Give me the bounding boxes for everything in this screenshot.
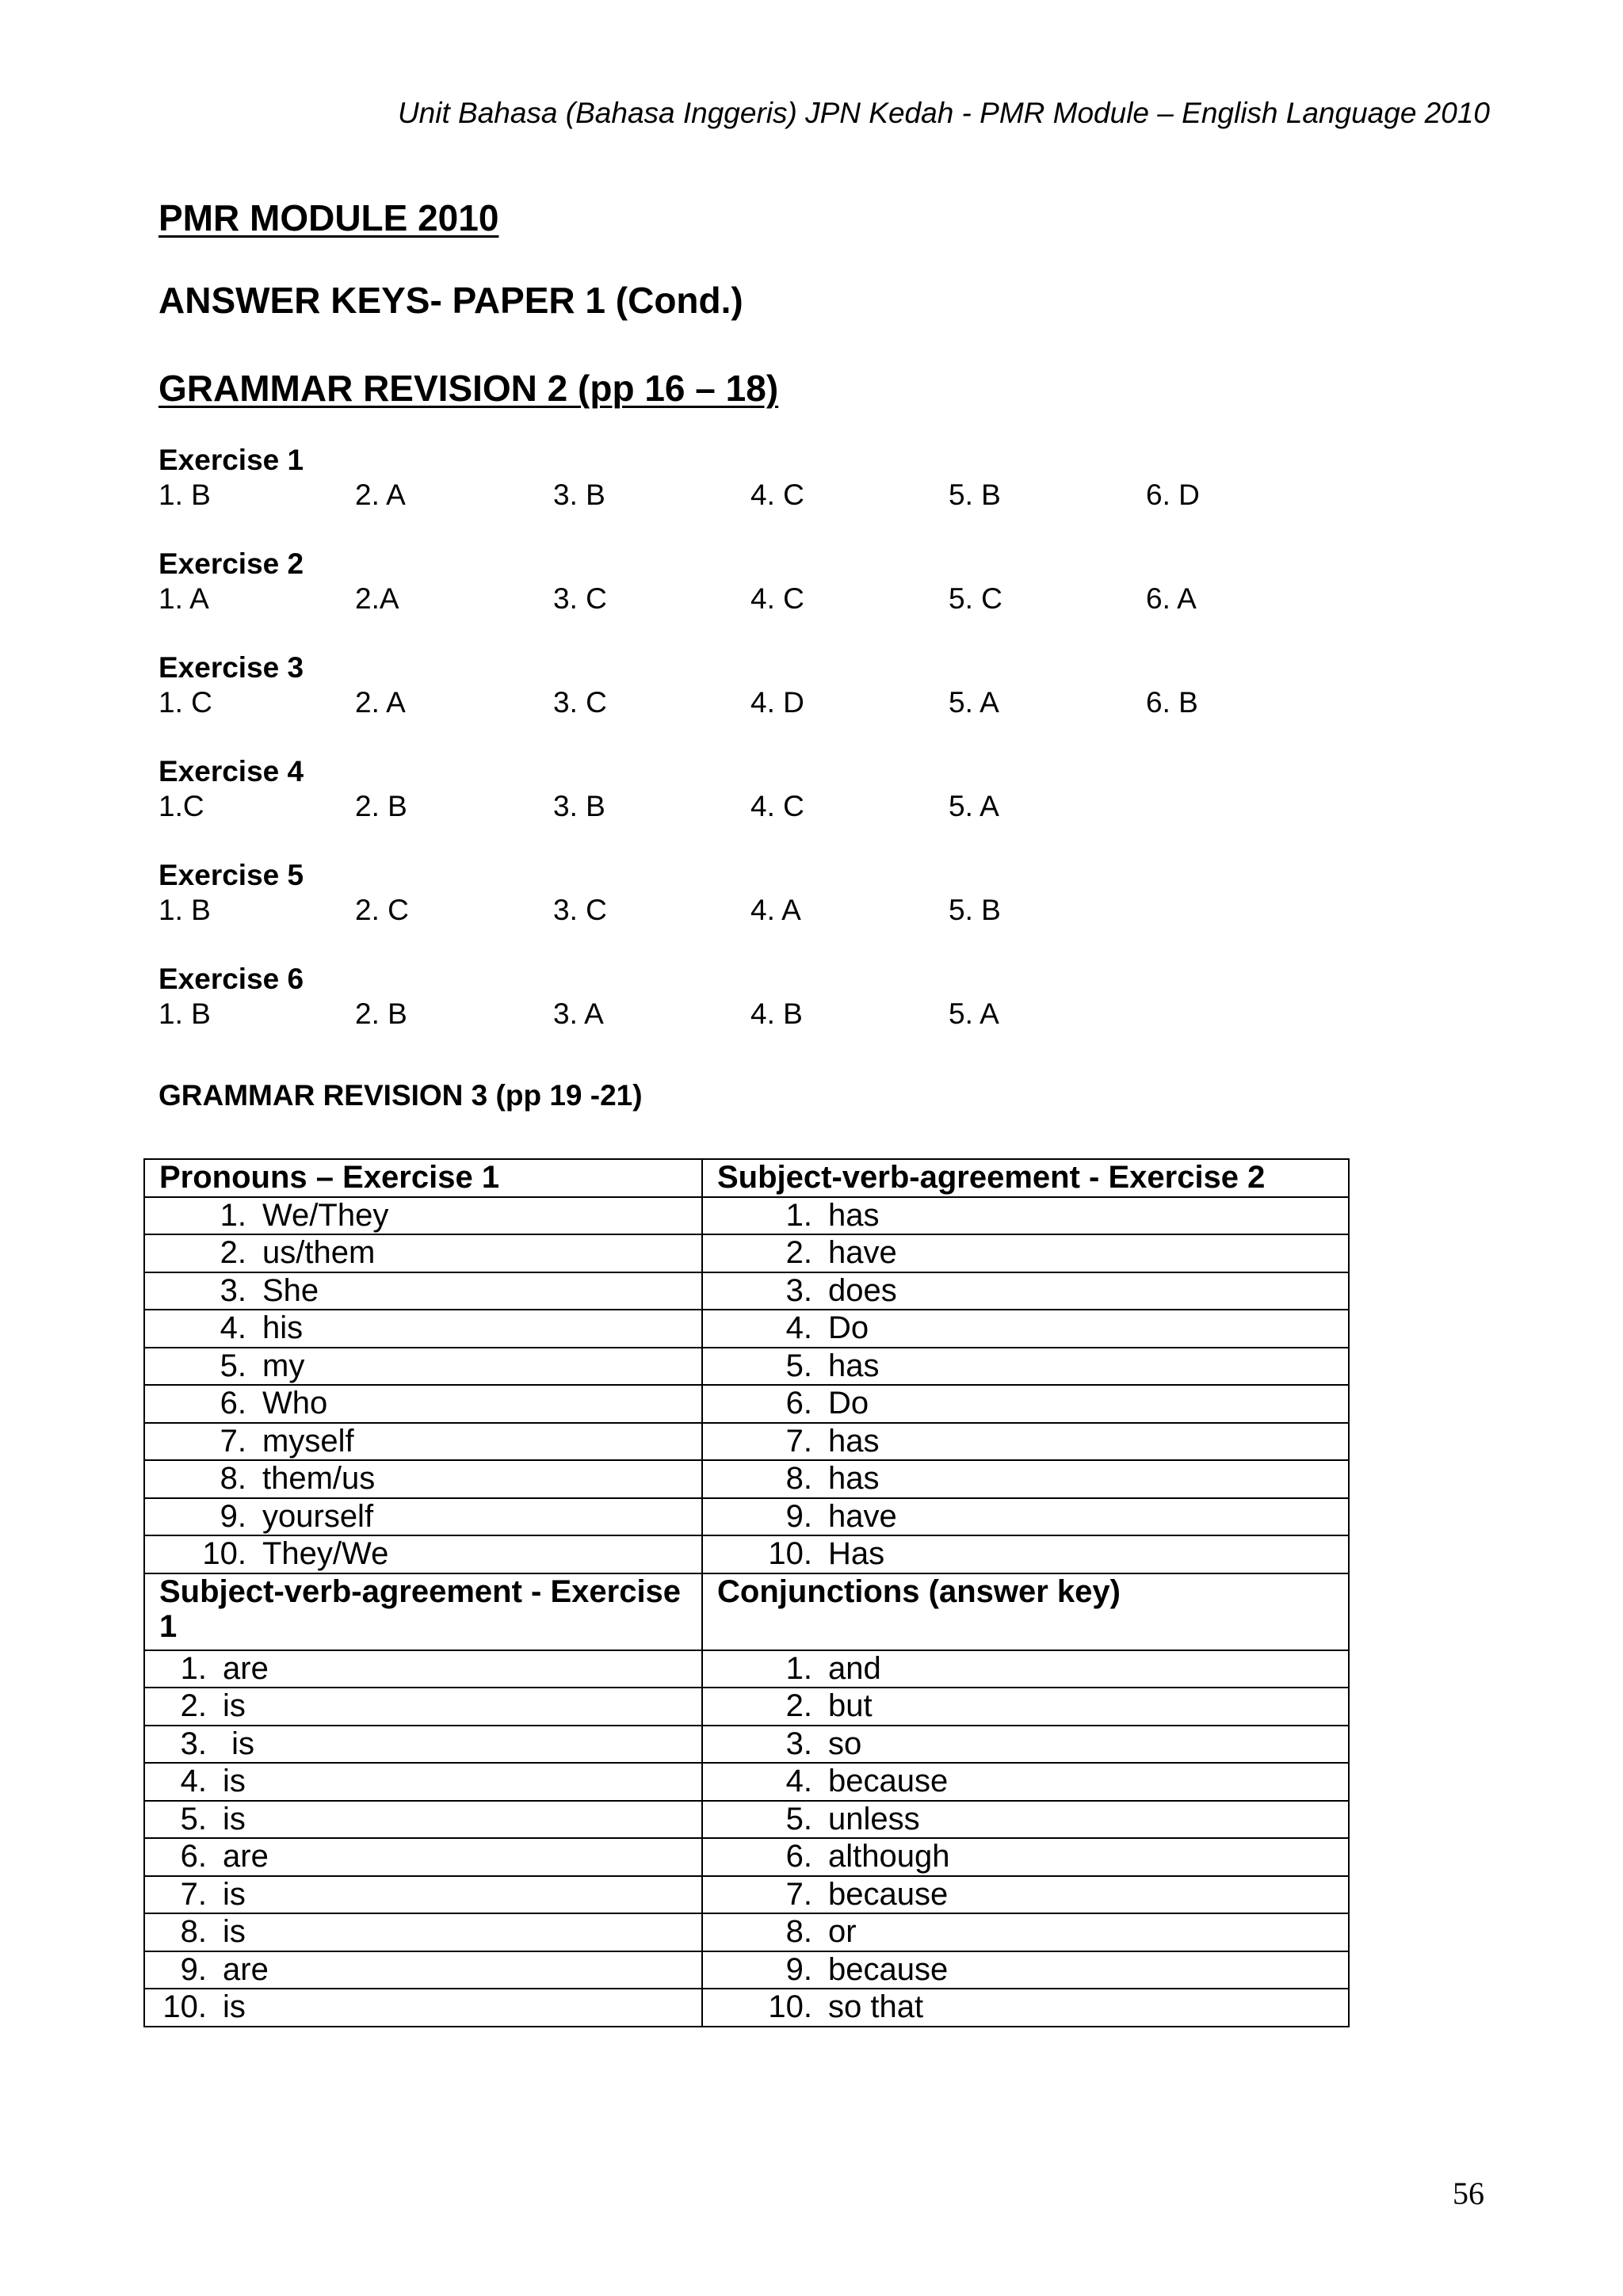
item-answer: us/them <box>262 1235 376 1270</box>
answer-item: 1. C <box>158 686 212 719</box>
table-row <box>144 1348 1349 1386</box>
item-number: 1. <box>180 1650 207 1686</box>
exercise-4 <box>158 754 1426 824</box>
table-cell <box>702 1385 1349 1423</box>
item-number: 5. <box>785 1801 812 1836</box>
answer-item: 6. A <box>1146 582 1197 615</box>
table-cell <box>702 1989 1349 2027</box>
item-number: 6. <box>785 1839 812 1874</box>
table-cell <box>702 1197 1349 1235</box>
table-cell <box>702 1535 1349 1573</box>
item-answer: are <box>223 1951 269 1987</box>
item-answer: Has <box>828 1536 885 1571</box>
item-number: 1. <box>785 1197 812 1233</box>
item-answer: is <box>223 1688 246 1723</box>
table-cell <box>144 1688 702 1726</box>
exercise-5 <box>158 858 1426 928</box>
table-row <box>144 1951 1349 1989</box>
table-cell <box>144 1989 702 2027</box>
answer-item: 6. D <box>1146 479 1200 511</box>
table-cell <box>702 1348 1349 1386</box>
table-row <box>144 1234 1349 1272</box>
table-cell <box>144 1876 702 1914</box>
answer-item: 3. B <box>553 479 605 511</box>
table-cell <box>702 1423 1349 1461</box>
grammar-revision-2-title: GRAMMAR REVISION 2 (pp 16 – 18) <box>158 368 779 409</box>
item-number: 10. <box>768 1989 812 2024</box>
table-row <box>144 1801 1349 1839</box>
item-answer: so <box>828 1726 862 1761</box>
table-cell <box>144 1951 702 1989</box>
item-answer: are <box>223 1839 269 1874</box>
table-cell <box>702 1838 1349 1876</box>
item-answer: because <box>828 1764 949 1798</box>
answer-table <box>143 1158 1350 2027</box>
table-row <box>144 1272 1349 1310</box>
exercise-answers <box>158 478 1426 513</box>
item-number: 1. <box>785 1650 812 1686</box>
table-cell <box>702 1801 1349 1839</box>
table-cell <box>144 1763 702 1801</box>
item-number: 10. <box>162 1989 207 2024</box>
item-number: 10. <box>202 1536 246 1571</box>
item-answer: Who <box>262 1386 328 1421</box>
table-cell <box>144 1913 702 1951</box>
answer-item: 1. B <box>158 479 211 511</box>
table-cell <box>144 1838 702 1876</box>
table-cell <box>702 1688 1349 1726</box>
exercise-answers <box>158 582 1426 616</box>
item-number: 5. <box>220 1348 246 1383</box>
table-cell <box>702 1951 1349 1989</box>
item-answer: have <box>828 1235 897 1270</box>
table-cell <box>702 1876 1349 1914</box>
answer-item: 4. A <box>750 894 801 926</box>
exercise-title: Exercise 6 <box>158 963 304 995</box>
item-answer: yourself <box>262 1498 374 1534</box>
table-cell <box>144 1310 702 1348</box>
exercise-answers <box>158 685 1426 720</box>
answer-item: 3. C <box>553 894 607 926</box>
item-answer: and <box>828 1650 881 1686</box>
item-number: 7. <box>785 1423 812 1459</box>
answer-item: 3. C <box>553 582 607 615</box>
item-answer: is <box>223 1801 246 1836</box>
item-answer: Do <box>828 1386 869 1421</box>
answer-item: 5. C <box>949 582 1002 615</box>
table-cell <box>144 1535 702 1573</box>
answer-item: 5. A <box>949 790 999 822</box>
exercise-answers <box>158 997 1426 1032</box>
exercise-title: Exercise 4 <box>158 755 304 788</box>
item-number: 2. <box>220 1235 246 1270</box>
table-cell <box>702 1650 1349 1688</box>
item-answer: is <box>223 1876 246 1912</box>
item-number: 6. <box>220 1386 246 1421</box>
item-number: 8. <box>785 1461 812 1496</box>
table-row <box>144 1989 1349 2027</box>
table-cell <box>144 1801 702 1839</box>
exercise-6 <box>158 962 1426 1032</box>
item-answer: them/us <box>262 1461 376 1496</box>
table-cell <box>144 1197 702 1235</box>
answer-item: 5. A <box>949 686 999 719</box>
item-number: 4. <box>785 1764 812 1798</box>
item-number: 5. <box>785 1348 812 1383</box>
table-cell <box>702 1310 1349 1348</box>
item-answer: are <box>223 1650 269 1686</box>
answer-item: 4. C <box>750 479 804 511</box>
table-header-cell: Subject-verb-agreement - Exercise 2 <box>702 1159 1349 1197</box>
item-number: 3. <box>785 1726 812 1761</box>
item-number: 2. <box>785 1235 812 1270</box>
item-number: 3. <box>180 1726 207 1761</box>
item-answer: has <box>828 1348 880 1383</box>
exercise-title: Exercise 2 <box>158 547 304 580</box>
table-cell <box>144 1385 702 1423</box>
table-cell <box>144 1272 702 1310</box>
page-number: 56 <box>1453 2176 1484 2211</box>
exercise-3 <box>158 650 1426 720</box>
item-number: 7. <box>220 1423 246 1459</box>
item-number: 9. <box>220 1498 246 1534</box>
table-cell <box>144 1348 702 1386</box>
answer-item: 4. B <box>750 997 803 1030</box>
exercise-title: Exercise 5 <box>158 859 304 891</box>
table-cell <box>702 1763 1349 1801</box>
answer-item: 1.C <box>158 790 204 822</box>
table-cell <box>144 1234 702 1272</box>
item-answer: is <box>223 1726 254 1761</box>
item-answer: We/They <box>262 1197 389 1233</box>
item-answer: although <box>828 1839 950 1874</box>
table-cell <box>702 1726 1349 1764</box>
answer-item: 3. C <box>553 686 607 719</box>
item-answer: or <box>828 1914 857 1949</box>
item-number: 3. <box>785 1272 812 1308</box>
answer-item: 2. B <box>355 790 407 822</box>
exercise-title: Exercise 1 <box>158 444 304 476</box>
item-number: 3. <box>220 1272 246 1308</box>
table-row <box>144 1650 1349 1688</box>
table-cell <box>144 1498 702 1536</box>
table-header-row <box>144 1159 1349 1197</box>
table-cell <box>702 1234 1349 1272</box>
item-number: 6. <box>180 1839 207 1874</box>
table-row <box>144 1535 1349 1573</box>
table-cell <box>702 1498 1349 1536</box>
item-answer: She <box>262 1272 319 1308</box>
table-row <box>144 1688 1349 1726</box>
table-row <box>144 1876 1349 1914</box>
exercise-answers <box>158 893 1426 928</box>
item-answer: because <box>828 1951 949 1987</box>
answer-item: 1. B <box>158 997 211 1030</box>
item-number: 5. <box>180 1801 207 1836</box>
table-row <box>144 1726 1349 1764</box>
table-cell <box>702 1913 1349 1951</box>
item-answer: have <box>828 1498 897 1534</box>
answer-item: 3. A <box>553 997 604 1030</box>
item-number: 8. <box>220 1461 246 1496</box>
item-number: 6. <box>785 1386 812 1421</box>
answer-item: 6. B <box>1146 686 1198 719</box>
exercise-2 <box>158 547 1426 616</box>
item-answer: but <box>828 1688 873 1723</box>
item-number: 7. <box>785 1876 812 1912</box>
table-cell <box>702 1272 1349 1310</box>
item-number: 10. <box>768 1536 812 1571</box>
exercise-answers <box>158 789 1426 824</box>
item-answer: my <box>262 1348 305 1383</box>
table-row <box>144 1838 1349 1876</box>
item-number: 9. <box>785 1498 812 1534</box>
item-answer: because <box>828 1876 949 1912</box>
table-row <box>144 1460 1349 1498</box>
table-row <box>144 1763 1349 1801</box>
answer-item: 2.A <box>355 582 399 615</box>
answer-keys-title: ANSWER KEYS- PAPER 1 (Cond.) <box>158 280 743 321</box>
running-header: Unit Bahasa (Bahasa Inggeris) JPN Kedah - PMR Module – English Language 2010 <box>397 97 1490 129</box>
item-number: 9. <box>180 1951 207 1987</box>
answer-item: 5. A <box>949 997 999 1030</box>
table-cell <box>144 1423 702 1461</box>
table-header-cell: Pronouns – Exercise 1 <box>144 1159 702 1197</box>
answer-item: 2. C <box>355 894 409 926</box>
exercise-title: Exercise 3 <box>158 651 304 684</box>
module-title: PMR MODULE 2010 <box>158 197 499 238</box>
item-answer: myself <box>262 1423 354 1459</box>
answer-item: 1. A <box>158 582 209 615</box>
table-header-row <box>144 1573 1349 1650</box>
table-cell <box>144 1726 702 1764</box>
answer-item: 4. C <box>750 790 804 822</box>
table-header-cell: Subject-verb-agreement - Exercise 1 <box>144 1573 702 1650</box>
table-row <box>144 1197 1349 1235</box>
item-answer: Do <box>828 1310 869 1345</box>
item-answer: is <box>223 1764 246 1798</box>
item-number: 8. <box>785 1914 812 1949</box>
answer-item: 2. A <box>355 686 406 719</box>
item-answer: is <box>223 1989 246 2024</box>
answer-item: 4. D <box>750 686 804 719</box>
answer-item: 1. B <box>158 894 211 926</box>
table-row <box>144 1310 1349 1348</box>
item-number: 8. <box>180 1914 207 1949</box>
exercise-1 <box>158 443 1426 513</box>
table-cell <box>144 1460 702 1498</box>
table-row <box>144 1498 1349 1536</box>
table-cell <box>144 1650 702 1688</box>
table-header-cell: Conjunctions (answer key) <box>702 1573 1349 1650</box>
item-number: 9. <box>785 1951 812 1987</box>
table-row <box>144 1423 1349 1461</box>
table-cell <box>702 1460 1349 1498</box>
answer-item: 2. A <box>355 479 406 511</box>
answer-item: 2. B <box>355 997 407 1030</box>
item-number: 4. <box>785 1310 812 1345</box>
answer-item: 5. B <box>949 894 1001 926</box>
item-number: 4. <box>180 1764 207 1798</box>
item-answer: his <box>262 1310 304 1345</box>
item-answer: has <box>828 1423 880 1459</box>
item-answer: They/We <box>262 1536 389 1571</box>
table-row <box>144 1385 1349 1423</box>
item-number: 1. <box>220 1197 246 1233</box>
item-number: 2. <box>180 1688 207 1723</box>
answer-item: 4. C <box>750 582 804 615</box>
item-number: 7. <box>180 1876 207 1912</box>
table-row <box>144 1913 1349 1951</box>
grammar-revision-3-title: GRAMMAR REVISION 3 (pp 19 -21) <box>158 1079 643 1112</box>
item-answer: so that <box>828 1989 924 2024</box>
item-answer: does <box>828 1272 897 1308</box>
answer-item: 5. B <box>949 479 1001 511</box>
item-number: 2. <box>785 1688 812 1723</box>
item-answer: has <box>828 1461 880 1496</box>
item-answer: is <box>223 1914 246 1949</box>
item-number: 4. <box>220 1310 246 1345</box>
answer-item: 3. B <box>553 790 605 822</box>
item-answer: has <box>828 1197 880 1233</box>
item-answer: unless <box>828 1801 920 1836</box>
